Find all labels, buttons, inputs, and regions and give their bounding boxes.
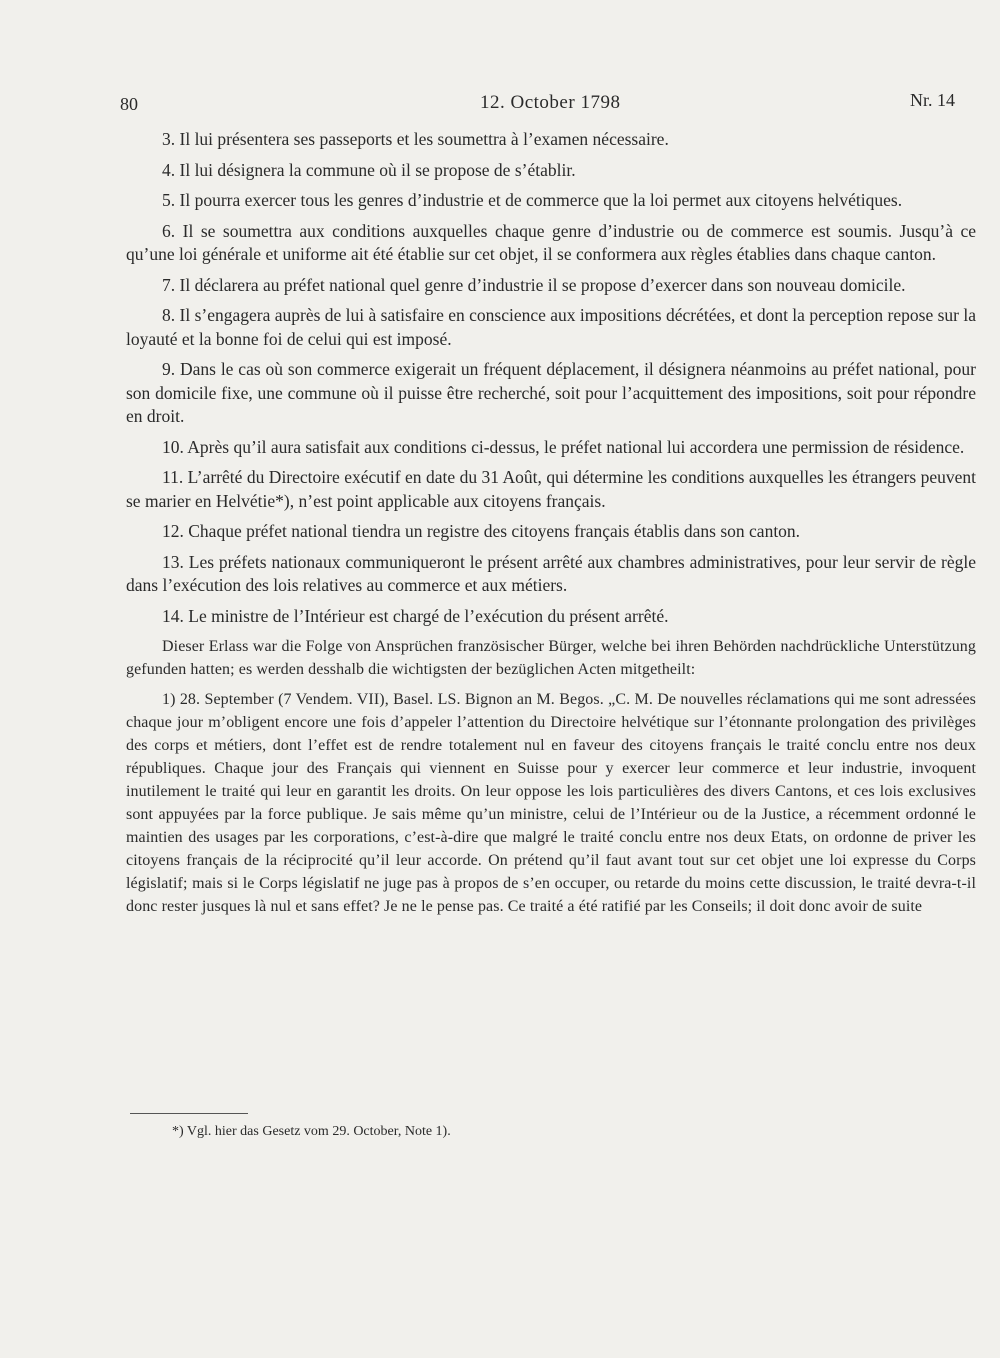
decree-item: 14. Le ministre de l’Intérieur est chargé de l’exécution du présent arrêté. — [162, 605, 669, 626]
decree-item: 5. Il pourra exercer tous les genres d’industrie et de commerce que la loi permet aux citoyens helvétiques. — [162, 190, 903, 210]
footnote: *) Vgl. hier das Gesetz vom 29. October, Note 1). — [172, 1124, 451, 1139]
decree-item: 3. Il lui présentera ses passeports et les soumettra à l’examen nécessaire. — [162, 129, 669, 149]
decree-item: 11. L’arrêté du Directoire exécutif en date du 31 Août, qui détermine les conditions auxquelles les étrangers peuvent se marier en Helvétie*), n’est point applicable aux citoyens français. — [126, 467, 976, 511]
letter-excerpt: 1) 28. September (7 Vendem. VII), Basel. LS. Bignon an M. Begos. „C. M. De nouvelles réclamations qui me sont adressées chaque jour m’obligent encore une fois d’appeler l’attention du Directoire helvétique sur l’étonnante prolongation des privilèges des corps et métiers, dont l’effet est de rendre totalement nul en faveur des citoyens français le traité conclu entre nos deux républiques. Chaque jour des Français qui viennent en Suisse pour y exercer leur commerce et leur industrie, invoquent inutilement le traité qui leur en garantit les droits. On leur oppose les lois particulières des divers Cantons, et ces lois exclusives sont appuyées par la force publique. Je sais même qu’un ministre, celui de l’Intérieur ou de la Justice, a récemment ordonné le maintien des usages par les corporations, c’est-à-dire que malgré le traité conclu entre nos deux Etats, on ordonne de priver les citoyens français de la réciprocité qu’il leur accorde. On prétend qu’il faut avant tout sur cet objet une loi expresse du Corps législatif; mais si le Corps législatif ne juge pas à propos de s’en occuper, ou retarde du moins cette discussion, le traité devra-t-il donc rester jusques là nul et sans effet? Je ne le pense pas. Ce traité a été ratifié par les Conseils; il doit donc avoir de suite — [126, 691, 976, 915]
decree-item: 4. Il lui désignera la commune où il se propose de s’établir. — [162, 159, 576, 180]
decree-item: 10. Après qu’il aura satisfait aux conditions ci-dessus, le préfet national lui accordera une permission de résidence. — [162, 436, 965, 457]
german-note: Dieser Erlass war die Folge von Ansprüchen französischer Bürger, welche bei ihren Behörden nachdrückliche Unterstützung gefunden hatten; es werden desshalb die wichtigsten der bezüglichen Acten mitgetheilt: — [126, 638, 976, 678]
decree-item: 9. Dans le cas où son commerce exigerait un fréquent déplacement, il désignera néanmoins au préfet national, pour son domicile fixe, une commune où il puisse être recherché, soit pour l’acquittement des impositions, soit pour répondre en droit. — [126, 359, 976, 426]
footnote-divider — [130, 1113, 248, 1114]
decree-item: 7. Il déclarera au préfet national quel genre d’industrie il se propose d’exercer dans son nouveau domicile. — [162, 274, 906, 295]
decree-item: 13. Les préfets nationaux communiqueront le présent arrêté aux chambres administratives, pour leur servir de règle dans l’exécution des lois relatives au commerce et aux métiers. — [126, 551, 976, 595]
commentary — [126, 635, 976, 918]
page-body — [126, 128, 976, 925]
running-date: 12. October 1798 — [480, 92, 621, 113]
page-number: 80 — [120, 94, 138, 114]
document-number: Nr. 14 — [910, 90, 955, 110]
decree-item: 8. Il s’engagera auprès de lui à satisfaire en conscience aux impositions décrétées, et dont la perception repose sur la loyauté et la bonne foi de celui qui est imposé. — [126, 305, 976, 349]
decree-item: 6. Il se soumettra aux conditions auxquelles chaque genre d’industrie ou de commerce est soumis. Jusqu’à ce qu’une loi générale et uniforme ait été établie sur cet objet, il se conformera aux règles établies dans chaque canton. — [126, 220, 976, 264]
decree-item: 12. Chaque préfet national tiendra un registre des citoyens français établis dans son canton. — [162, 521, 801, 541]
french-decree-items — [126, 128, 976, 628]
page-header — [120, 90, 955, 120]
